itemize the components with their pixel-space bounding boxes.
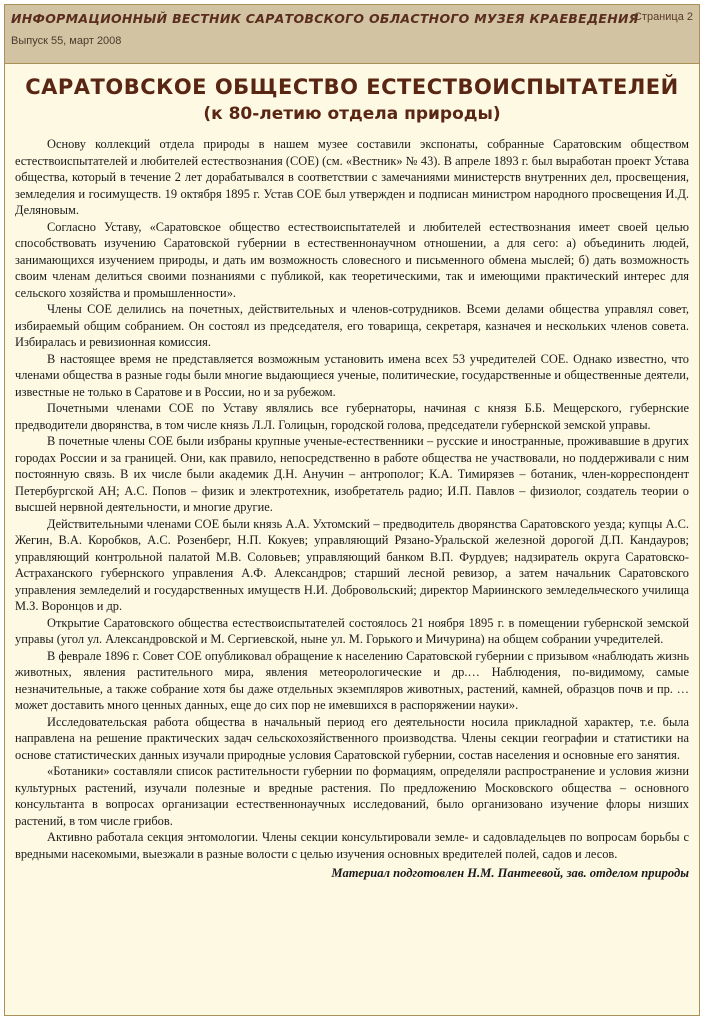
- article-paragraph: Исследовательская работа общества в начальный период его деятельности носила прикладной характер, т.е. была направлена на решение практических задач сельскохозяйственного производства. Члены секции географии и статистики на основе статистических данных изучали природные условия Саратовской губернии, состав населения и основные его занятия.: [15, 714, 689, 762]
- article-subtitle: (к 80-летию отдела природы): [203, 104, 501, 124]
- article-paragraph: В феврале 1896 г. Совет СОЕ опубликовал обращение к населению Саратовской губернии с призывом «наблюдать жизнь животных, явления растительного мира, явления метеорологические и др.… Наблюдения, по-видимому, самые незначительные, а также собрание хотя бы даже отдельных экземпляров животных, растений, камней, образцов почв и пр. … может доставить много ценных данных, еще до сих пор не имевшихся в распоряжении науки».: [15, 648, 689, 712]
- article-paragraph: Согласно Уставу, «Саратовское общество естествоиспытателей и любителей естествознания имеет своей целью способствовать изучению Саратовской губернии в естественнонаучном отношении, а для сего: а) объединить людей, занимающихся изучением природы, и дать им возможность словесного и письменного обмена мыслей; б) дать возможность своим членам делиться своими познаниями с публикой, как теоретическими, так и имеющими практический интерес для сельского хозяйства и промышленности».: [15, 219, 689, 300]
- article-paragraph: В настоящее время не представляется возможным установить имена всех 53 учредителей СОЕ. Однако известно, что членами общества в разные годы были многие выдающиеся ученые, политические, государственные и общественные деятели, известные не только в Саратове и в России, но и за рубежом.: [15, 351, 689, 399]
- article-paragraph: Почетными членами СОЕ по Уставу являлись все губернаторы, начиная с князя Б.Б. Мещерского, губернские предводители дворянства, в том числе князь Л.Л. Голицын, городской голова, председатели губернской земской управы.: [15, 401, 689, 432]
- newsletter-page: [4, 4, 700, 1016]
- article-body: [15, 136, 689, 862]
- article-paragraph: В почетные члены СОЕ были избраны крупные ученые-естественники – русские и иностранные, проживавшие в других городах России и за границей. Они, как правило, непосредственно в работе общества не участвовали, но поддерживали с ним постоянную связь. В их числе были академик Д.Н. Анучин – антрополог; К.А. Тимирязев – ботаник, член-корреспондент Петербургской АН; А.С. Попов – физик и электротехник, изобретатель радио; И.П. Павлов – физиолог, создатель теории о высшей нервной деятельности, и многие другие.: [15, 434, 689, 514]
- article-paragraph: Действительными членами СОЕ были князь А.А. Ухтомский – предводитель дворянства Саратовского уезда; купцы А.С. Жегин, В.А. Коробков, А.С. Розенберг, Н.П. Кокуев; управляющий Рязано-Уральской железной дорогой Д.П. Кандауров; управляющий контрольной палатой М.В. Соловьев; управляющий банком В.П. Фурдуев; надзиратель округа Саратовско-Астраханского губернского управления А.Ф. Александров; старший лесной ревизор, а затем начальник Саратовского управления земледелий и государственных имуществ Н.И. Добровольский; директор Мариинского земледельческого училища М.З. Воронцов и др.: [15, 516, 689, 613]
- page-header: [5, 5, 699, 64]
- article-title: САРАТОВСКОЕ ОБЩЕСТВО ЕСТЕСТВОИСПЫТАТЕЛЕЙ: [25, 75, 679, 99]
- article-paragraph: Открытие Саратовского общества естествоиспытателей состоялось 21 ноября 1895 г. в помещении губернской земской управы (угол ул. Александровской и М. Сергиевской, ныне ул. М. Горького и Мичурина) на общем собрании учредителей.: [15, 615, 689, 646]
- article-paragraph: Основу коллекций отдела природы в нашем музее составили экспонаты, собранные Саратовским обществом естествоиспытателей и любителей естествознания (СОЕ) (см. «Вестник» № 43). В апреле 1893 г. был выработан проект Устава общества, который в течение 2 лет дорабатывался в соответствии с замечаниями министерств внутренних дел, просвещения, земледелия и госимуществ. 19 октября 1895 г. Устав СОЕ был утвержден и подписан министром народного просвещения И.Д. Деляновым.: [15, 137, 689, 217]
- article-paragraph: «Ботаники» составляли список растительности губернии по формациям, определяли распространение и условия жизни культурных растений, изучали полезные и вредные растения. По предложению Московского общества – основного консультанта в вопросах организации естественнонаучных исследований, было организовано изучение флоры низших растений, в том числе грибов.: [15, 764, 689, 828]
- article-paragraph: Активно работала секция энтомологии. Члены секции консультировали земле- и садовладельцев по вопросам борьбы с вредными насекомыми, выезжали в разные волости с целью изучения основных вредителей полей, садов и лесов.: [15, 830, 689, 861]
- page-number: Страница 2: [633, 11, 693, 23]
- issue-info: Выпуск 55, март 2008: [11, 35, 122, 47]
- newsletter-masthead: ИНФОРМАЦИОННЫЙ ВЕСТНИК САРАТОВСКОГО ОБЛАСТНОГО МУЗЕЯ КРАЕВЕДЕНИЯ: [11, 11, 639, 26]
- author-signature: Материал подготовлен Н.М. Пантеевой, зав. отделом природы: [331, 866, 689, 880]
- article-paragraph: Члены СОЕ делились на почетных, действительных и членов-сотрудников. Всеми делами общества управлял совет, избираемый общим собранием. Он состоял из председателя, его товарища, секретаря, казначея и нескольких членов совета. Избиралась и ревизионная комиссия.: [15, 302, 689, 349]
